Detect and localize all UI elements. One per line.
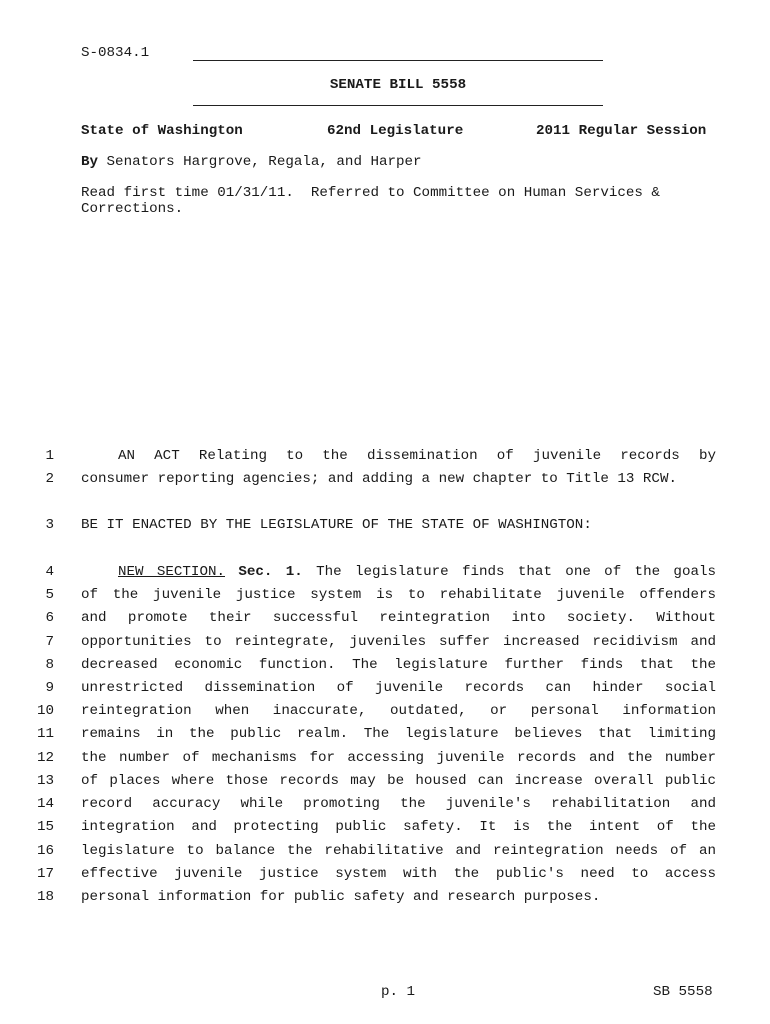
line-number: 6	[45, 610, 54, 626]
read-first-time-line-2: Corrections.	[81, 201, 184, 217]
bill-line	[0, 750, 770, 773]
line-text: unrestricted dissemination of juvenile records can hinder social	[81, 680, 716, 696]
state-name: State of Washington	[81, 123, 243, 139]
line-number: 18	[36, 889, 54, 905]
bill-line	[0, 796, 770, 819]
line-text	[81, 564, 716, 580]
line-number: 1	[45, 448, 54, 464]
line-number: 2	[45, 471, 54, 487]
line-text: consumer reporting agencies; and adding a new chapter to Title 13 RCW.	[81, 471, 677, 487]
line-number: 4	[45, 564, 54, 580]
bill-title: SENATE BILL 5558	[329, 77, 467, 93]
new-section-label: NEW SECTION.	[118, 564, 225, 580]
bill-line	[0, 448, 770, 471]
line-number: 8	[45, 657, 54, 673]
line-text: decreased economic function. The legislature further finds that the	[81, 657, 716, 673]
session-name: 2011 Regular Session	[536, 123, 707, 139]
footer-bill-ref: SB 5558	[653, 984, 713, 1000]
line-number: 11	[36, 726, 54, 742]
sponsors: Senators Hargrove, Regala, and Harper	[106, 154, 422, 170]
bill-line	[0, 587, 770, 610]
line-text: effective juvenile justice system with the public's need to access	[81, 866, 716, 882]
bill-line	[0, 773, 770, 796]
line-number: 17	[36, 866, 54, 882]
line-text: of the juvenile justice system is to rehabilitate juvenile offenders	[81, 587, 716, 603]
line-number: 5	[45, 587, 54, 603]
line-text: and promote their successful reintegration into society. Without	[81, 610, 716, 626]
line-text: integration and protecting public safety. It is the intent of the	[81, 819, 716, 835]
line-text: remains in the public realm. The legislature believes that limiting	[81, 726, 716, 742]
bill-line	[0, 564, 770, 587]
bill-line	[0, 471, 770, 494]
bill-line	[0, 610, 770, 633]
line-number: 14	[36, 796, 54, 812]
bill-line	[0, 866, 770, 889]
line-number: 3	[45, 517, 54, 533]
bill-line	[0, 889, 770, 912]
enacting-clause: BE IT ENACTED BY THE LEGISLATURE OF THE STATE OF WASHINGTON:	[81, 517, 592, 533]
line-number: 13	[36, 773, 54, 789]
read-first-time-line-1: Read first time 01/31/11. Referred to Committee on Human Services &	[81, 185, 660, 201]
bill-line	[0, 657, 770, 680]
line-number: 15	[36, 819, 54, 835]
legislature-number: 62nd Legislature	[327, 123, 464, 139]
section-number: Sec. 1.	[238, 564, 303, 580]
bill-line	[0, 726, 770, 749]
line-text: record accuracy while promoting the juvenile's rehabilitation and	[81, 796, 716, 812]
page-number: p. 1	[380, 984, 416, 1000]
header-rule-top	[193, 60, 603, 61]
bill-line	[0, 680, 770, 703]
document-code: S-0834.1	[81, 45, 150, 61]
line-text: of places where those records may be housed can increase overall public	[81, 773, 716, 789]
bill-line	[0, 819, 770, 842]
line-text: opportunities to reintegrate, juveniles suffer increased recidivism and	[81, 634, 716, 650]
line-number: 7	[45, 634, 54, 650]
line-number: 10	[36, 703, 54, 719]
sponsors-line	[81, 154, 422, 170]
line-text: personal information for public safety and research purposes.	[81, 889, 601, 905]
line-text: the number of mechanisms for accessing juvenile records and the number	[81, 750, 716, 766]
line-text: AN ACT Relating to the dissemination of juvenile records by	[118, 448, 716, 464]
bill-line	[0, 634, 770, 657]
line-number: 16	[36, 843, 54, 859]
bill-line	[0, 843, 770, 866]
line-text: reintegration when inaccurate, outdated, or personal information	[81, 703, 716, 719]
bill-line	[0, 517, 770, 540]
line-number: 9	[45, 680, 54, 696]
section-text: The legislature finds that one of the goals	[316, 564, 716, 580]
header-rule-bottom	[193, 105, 603, 106]
line-text: legislature to balance the rehabilitative and reintegration needs of an	[81, 843, 716, 859]
line-number: 12	[36, 750, 54, 766]
by-label: By	[81, 154, 99, 170]
bill-line	[0, 703, 770, 726]
